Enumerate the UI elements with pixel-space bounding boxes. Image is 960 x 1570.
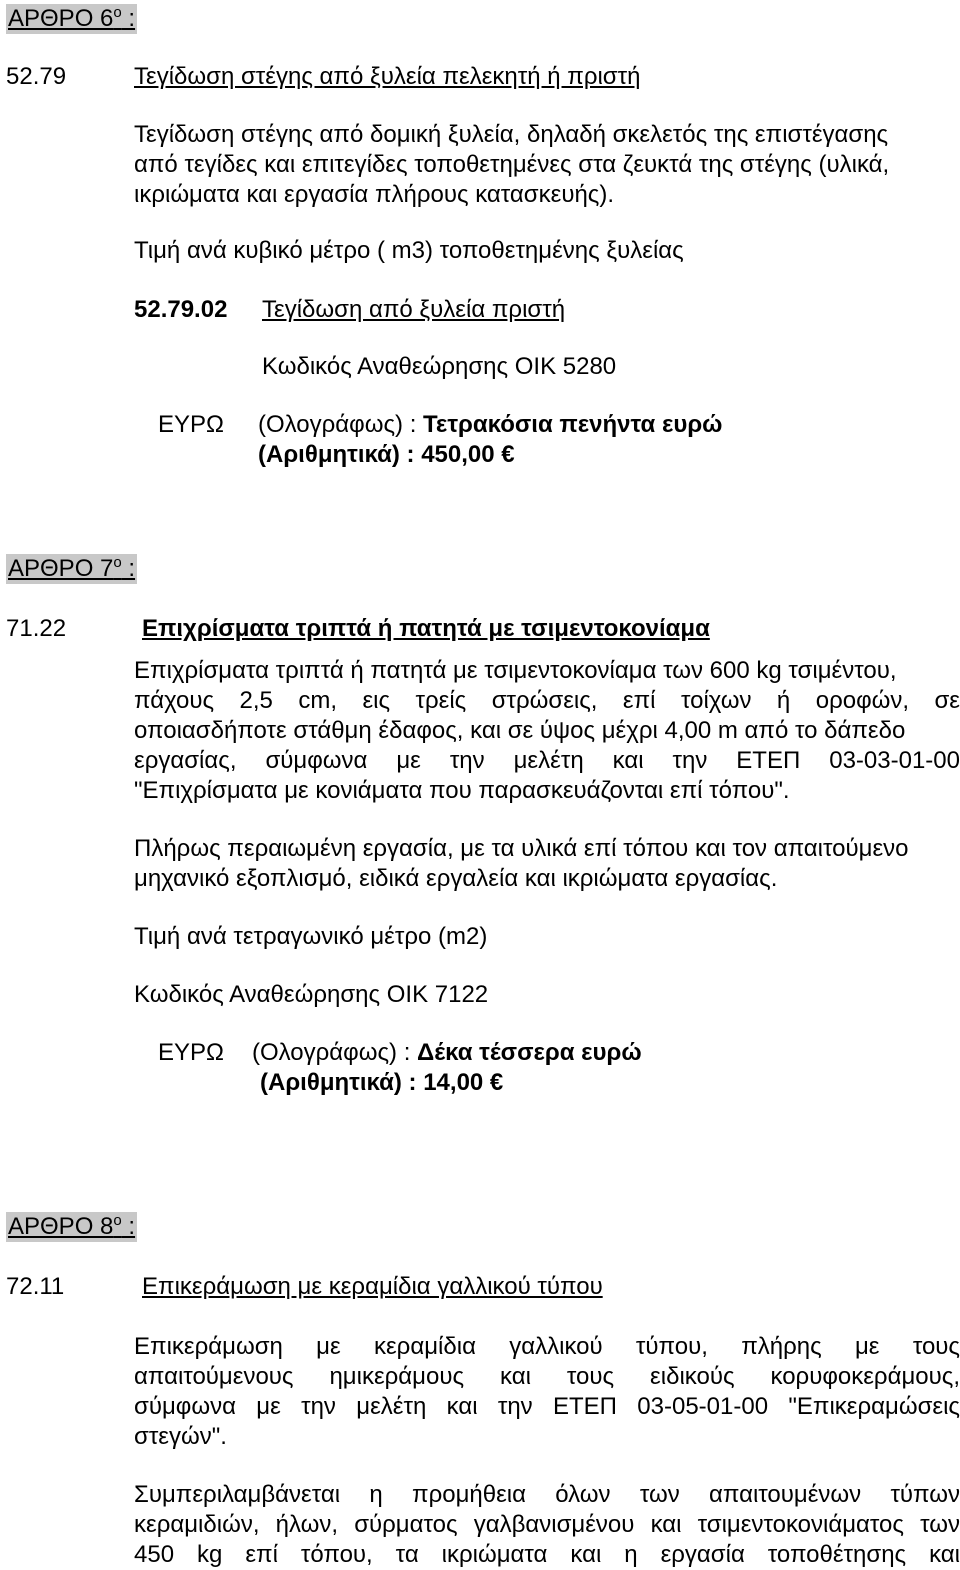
article-6-desc-line: Τεγίδωση στέγης από δομική ξυλεία, δηλαδή σκελετός της επιστέγασης [134,121,889,148]
price-words-value: Τετρακόσια πενήντα ευρώ [423,411,723,438]
article-6-revision-code: Κωδικός Αναθεώρησης ΟΙΚ 5280 [262,353,617,380]
article-8-desc-line: στεγών". [134,1423,227,1450]
article-7-revision-code: Κωδικός Αναθεώρησης ΟΙΚ 7122 [134,981,489,1008]
price-words-value: Δέκα τέσσερα ευρώ [417,1039,642,1066]
article-7-completion-line: Πλήρως περαιωμένη εργασία, με τα υλικά επί τόπου και τον απαιτούμενο [134,835,909,862]
price-numeric-label: (Αριθμητικά) : [260,1069,417,1096]
article-8-inclusion-line: κεραμιδιών, ήλων, σύρματος γαλβανισμένου και τσιμεντοκονιάματος των [134,1511,960,1538]
article-7-desc-line: Επιχρίσματα τριπτά ή πατητά με τσιμεντοκονίαμα των 600 kg τσιμέντου, [134,657,897,684]
article-7-item-code: 71.22 [6,615,67,642]
article-6-desc-line: ικριώματα και εργασία πλήρους κατασκευής). [134,181,615,208]
article-8-heading: ΑΡΘΡΟ $8^o$ : [8,1212,136,1240]
article-7-price-words [252,1038,642,1068]
article-6-heading: ΑΡΘΡΟ $6^o$ : [8,4,136,32]
article-6-price-numeric [258,440,515,470]
article-8-desc-line: Επικεράμωση με κεραμίδια γαλλικού τύπου, πλήρης με τους [134,1333,960,1360]
article-7-desc-line: πάχους 2,5 cm, εις τρείς στρώσεις, επί τοίχων ή οροφών, σε [134,687,960,714]
article-8-item-code: 72.11 [6,1273,65,1300]
article-7-price-numeric [260,1068,503,1098]
article-7-heading: ΑΡΘΡΟ $7^o$ : [8,554,136,582]
article-6-item-title: Τεγίδωση στέγης από ξυλεία πελεκητή ή πριστή [134,63,641,90]
article-7-completion-line: μηχανικό εξοπλισμό, ειδικά εργαλεία και ικριώματα εργασίας. [134,865,778,892]
price-numeric-value: 450,00 € [421,441,515,468]
article-7-currency: ΕΥΡΩ [158,1039,224,1066]
article-8-inclusion-line: 450 kg επί τόπου, τα ικριώματα και η εργασία τοποθέτησης και [134,1541,960,1568]
article-7-desc-line: οποιασδήποτε στάθμη έδαφος, και σε ύψος μέχρι 4,00 m από το δάπεδο [134,717,906,744]
price-words-label: (Ολογράφως) : [252,1039,411,1066]
price-numeric-label: (Αριθμητικά) : [258,441,415,468]
article-6-currency: ΕΥΡΩ [158,411,224,438]
article-7-item-title: Επιχρίσματα τριπτά ή πατητά με τσιμεντοκονίαμα [142,615,710,642]
article-7-desc-line: εργασίας, σύμφωνα με την μελέτη και την ΕΤΕΠ 03-03-01-00 [134,747,960,774]
price-words-label: (Ολογράφως) : [258,411,417,438]
article-8-desc-line: σύμφωνα με την μελέτη και την ΕΤΕΠ 03-05-01-00 "Επικεραμώσεις [134,1393,960,1420]
article-8-item-title: Επικεράμωση με κεραμίδια γαλλικού τύπου [142,1273,603,1300]
article-6-sub-title: Τεγίδωση από ξυλεία πριστή [262,296,566,323]
article-6-item-code: 52.79 [6,63,67,90]
article-6-sub-code: 52.79.02 [134,296,228,323]
article-8-desc-line: απαιτούμενους ημικεράμους και τους ειδικούς κορυφοκεράμους, [134,1363,960,1390]
article-6-unit-price: Τιμή ανά κυβικό μέτρο ( m3) τοποθετημένης ξυλείας [134,237,684,264]
article-7-desc-line: "Επιχρίσματα με κονιάματα που παρασκευάζονται επί τόπου". [134,777,790,804]
price-numeric-value: 14,00 € [423,1069,504,1096]
article-8-inclusion-line: Συμπεριλαμβάνεται η προμήθεια όλων των απαιτουμένων τύπων [134,1481,960,1508]
article-6-price-words [258,410,722,440]
article-6-desc-line: από τεγίδες και επιτεγίδες τοποθετημένες στα ζευκτά της στέγης (υλικά, [134,151,890,178]
article-7-unit-price: Τιμή ανά τετραγωνικό μέτρο (m2) [134,923,488,950]
